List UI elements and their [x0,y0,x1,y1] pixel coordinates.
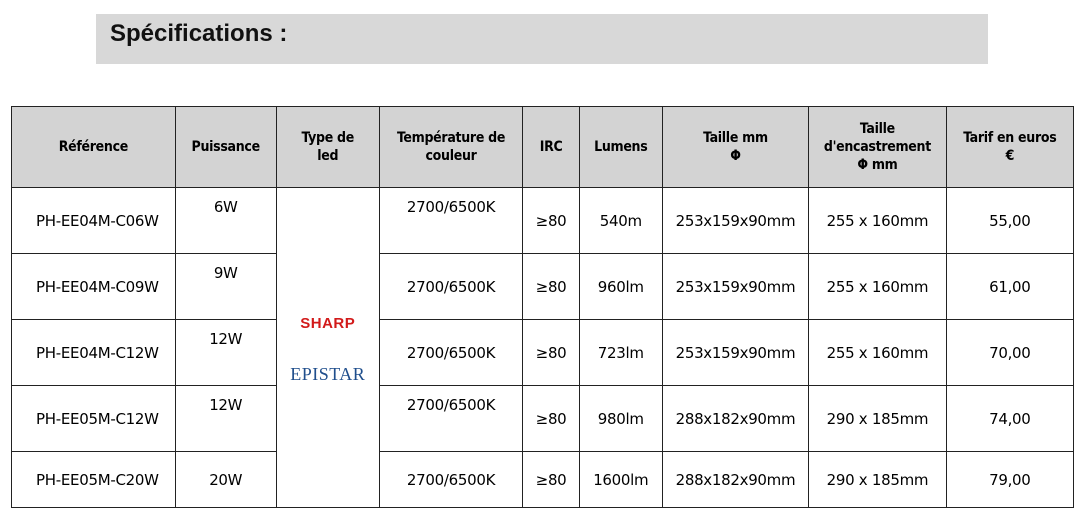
cell-taille: 253x159x90mm [662,320,809,386]
cell-temperature: 2700/6500K [379,452,522,508]
header-puissance: Puissance [175,107,276,188]
cell-temperature: 2700/6500K [379,188,522,254]
cell-reference: PH-EE05M-C12W [12,386,176,452]
cell-irc: ≥80 [523,254,580,320]
cell-reference: PH-EE04M-C06W [12,188,176,254]
cell-reference: PH-EE05M-C20W [12,452,176,508]
cell-encastrement: 255 x 160mm [809,254,946,320]
table-header-row [12,107,1074,188]
cell-encastrement: 290 x 185mm [809,386,946,452]
table-row [12,386,1074,452]
sharp-logo: SHARP [300,314,356,332]
cell-reference: PH-EE04M-C09W [12,254,176,320]
cell-temperature: 2700/6500K [379,386,522,452]
cell-puissance: 12W [175,320,276,386]
section-title: Spécifications : [110,20,288,47]
cell-irc: ≥80 [523,386,580,452]
cell-encastrement: 255 x 160mm [809,188,946,254]
table-row [12,188,1074,254]
table-row [12,320,1074,386]
cell-tarif: 61,00 [946,254,1073,320]
header-lumens: Lumens [579,107,662,188]
cell-lumens: 980lm [579,386,662,452]
cell-taille: 288x182x90mm [662,386,809,452]
cell-tarif: 74,00 [946,386,1073,452]
cell-taille: 253x159x90mm [662,188,809,254]
cell-irc: ≥80 [523,452,580,508]
table-row [12,254,1074,320]
cell-lumens: 723lm [579,320,662,386]
header-irc: IRC [523,107,580,188]
section-title-bar [96,14,988,64]
epistar-logo: EPISTAR [290,363,366,384]
cell-lumens: 960lm [579,254,662,320]
cell-tarif: 70,00 [946,320,1073,386]
header-reference: Référence [12,107,176,188]
cell-temperature: 2700/6500K [379,320,522,386]
cell-tarif: 79,00 [946,452,1073,508]
cell-encastrement: 255 x 160mm [809,320,946,386]
cell-lumens: 540m [579,188,662,254]
table-row [12,452,1074,508]
header-encastrement: Taille d'encastrement Φ mm [809,107,946,188]
header-taille: Taille mm Φ [662,107,809,188]
header-temperature: Température de couleur [379,107,522,188]
cell-taille: 288x182x90mm [662,452,809,508]
cell-puissance: 12W [175,386,276,452]
header-tarif: Tarif en euros € [946,107,1073,188]
cell-led-brands [276,188,379,508]
cell-temperature: 2700/6500K [379,254,522,320]
cell-tarif: 55,00 [946,188,1073,254]
cell-reference: PH-EE04M-C12W [12,320,176,386]
header-type-led: Type de led [276,107,379,188]
cell-lumens: 1600lm [579,452,662,508]
cell-puissance: 6W [175,188,276,254]
cell-puissance: 9W [175,254,276,320]
cell-irc: ≥80 [523,188,580,254]
specifications-table [11,106,1074,508]
cell-puissance: 20W [175,452,276,508]
cell-encastrement: 290 x 185mm [809,452,946,508]
cell-taille: 253x159x90mm [662,254,809,320]
cell-irc: ≥80 [523,320,580,386]
